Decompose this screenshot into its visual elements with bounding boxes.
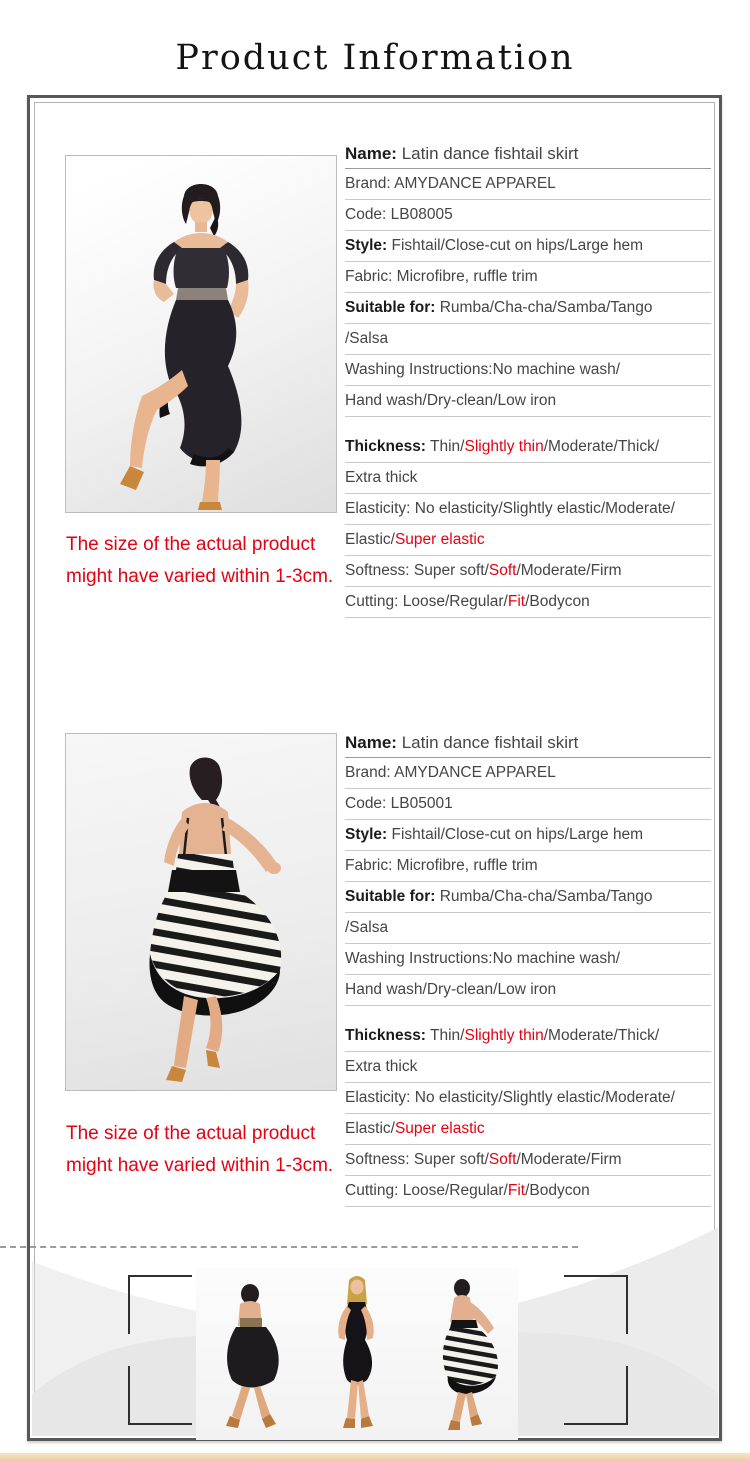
spec-segment: Super elastic bbox=[394, 1120, 485, 1137]
spec-row bbox=[345, 1145, 711, 1176]
spec-segment: /Salsa bbox=[345, 330, 389, 347]
dancer-front-illustration bbox=[66, 156, 336, 512]
footer-accent-band bbox=[0, 1453, 750, 1462]
corner-bracket-right bbox=[564, 1275, 626, 1425]
note-line: might have varied within 1-3cm. bbox=[66, 1154, 334, 1176]
spec-row bbox=[345, 386, 711, 417]
spec-segment: Code: LB08005 bbox=[345, 206, 453, 223]
thumbnail-strip bbox=[196, 1268, 518, 1440]
thumbnail-photo-1 bbox=[196, 1268, 303, 1440]
spec-row bbox=[345, 432, 711, 463]
spec-segment: Super elastic bbox=[394, 531, 485, 548]
spec-segment: Soft bbox=[488, 1151, 517, 1168]
spec-segment: Thin/ bbox=[425, 1027, 465, 1044]
spec-segment: /Moderate/Firm bbox=[516, 562, 622, 579]
size-disclaimer-note bbox=[66, 1118, 346, 1181]
bracket-top-left bbox=[128, 1275, 192, 1334]
spec-row bbox=[345, 1176, 711, 1207]
page-title: Product Information bbox=[175, 38, 575, 78]
spec-segment: Rumba/Cha-cha/Samba/Tango bbox=[435, 299, 653, 316]
spec-row bbox=[345, 556, 711, 587]
spec-segment: Latin dance fishtail skirt bbox=[396, 144, 579, 163]
spec-row bbox=[345, 463, 711, 494]
spec-row bbox=[345, 1052, 711, 1083]
spec-row bbox=[345, 525, 711, 556]
spec-row bbox=[345, 200, 711, 231]
spec-row bbox=[345, 169, 711, 200]
spec-segment: /Moderate/Firm bbox=[516, 1151, 622, 1168]
spec-segment: Fabric: Microfibre, ruffle trim bbox=[345, 268, 538, 285]
spec-row bbox=[345, 231, 711, 262]
spec-segment: Cutting: Loose/Regular/ bbox=[345, 1182, 508, 1199]
spec-segment: Brand: AMYDANCE APPAREL bbox=[345, 764, 556, 781]
spec-spacer-row bbox=[345, 1006, 711, 1021]
thumbnail-photo-3 bbox=[410, 1268, 517, 1440]
spec-row bbox=[345, 139, 711, 169]
spec-segment: Thin/ bbox=[425, 438, 465, 455]
spec-segment: Slightly thin bbox=[464, 1027, 544, 1044]
spec-segment: Name: bbox=[345, 733, 397, 752]
spec-row bbox=[345, 913, 711, 944]
spec-segment: Elasticity: No elasticity/Slightly elastic/Moderate/ bbox=[345, 1089, 675, 1106]
spec-row bbox=[345, 851, 711, 882]
spec-segment: Hand wash/Dry-clean/Low iron bbox=[345, 392, 557, 409]
spec-segment: Softness: Super soft/ bbox=[345, 562, 489, 579]
thumbnail-photo-2 bbox=[303, 1268, 410, 1440]
spec-row bbox=[345, 944, 711, 975]
spec-segment: Fit bbox=[507, 1182, 526, 1199]
spec-segment: Soft bbox=[488, 562, 517, 579]
spec-segment: /Moderate/Thick/ bbox=[543, 438, 660, 455]
spec-segment: Fishtail/Close-cut on hips/Large hem bbox=[387, 237, 644, 254]
spec-segment: /Salsa bbox=[345, 919, 389, 936]
spec-table-product-1 bbox=[345, 139, 711, 618]
spec-segment: Brand: AMYDANCE APPAREL bbox=[345, 175, 556, 192]
spec-row bbox=[345, 293, 711, 324]
spec-segment: Name: bbox=[345, 144, 397, 163]
spec-segment: Cutting: Loose/Regular/ bbox=[345, 593, 508, 610]
spec-segment: Washing Instructions:No machine wash/ bbox=[345, 361, 621, 378]
bracket-bottom-right bbox=[564, 1366, 628, 1425]
spec-row bbox=[345, 587, 711, 618]
spec-row bbox=[345, 355, 711, 386]
spec-segment: Elasticity: No elasticity/Slightly elastic/Moderate/ bbox=[345, 500, 675, 517]
product-photo-front-lace-dress bbox=[65, 155, 337, 513]
spec-segment: Rumba/Cha-cha/Samba/Tango bbox=[435, 888, 653, 905]
spec-segment: Thickness: bbox=[345, 1027, 426, 1044]
spec-segment: Washing Instructions:No machine wash/ bbox=[345, 950, 621, 967]
spec-table-product-2 bbox=[345, 728, 711, 1207]
spec-row bbox=[345, 1114, 711, 1145]
spec-segment: Style: bbox=[345, 826, 388, 843]
spec-segment: Fit bbox=[507, 593, 526, 610]
size-disclaimer-note bbox=[66, 529, 346, 592]
note-line: The size of the actual product bbox=[66, 534, 316, 555]
spec-segment: Code: LB05001 bbox=[345, 795, 453, 812]
spec-segment: Suitable for: bbox=[345, 888, 436, 905]
spec-segment: /Bodycon bbox=[525, 593, 590, 610]
spec-segment: Thickness: bbox=[345, 438, 426, 455]
product-photo-back-zebra-skirt bbox=[65, 733, 337, 1091]
note-line: The size of the actual product bbox=[66, 1123, 316, 1144]
dashed-separator bbox=[0, 1246, 578, 1248]
spec-segment: Elastic/ bbox=[345, 531, 395, 548]
spec-segment: Extra thick bbox=[345, 1058, 418, 1075]
spec-segment: Slightly thin bbox=[464, 438, 544, 455]
corner-bracket-left bbox=[128, 1275, 190, 1425]
spec-row bbox=[345, 975, 711, 1006]
spec-segment: Extra thick bbox=[345, 469, 418, 486]
spec-spacer-row bbox=[345, 417, 711, 432]
bracket-bottom-left bbox=[128, 1366, 192, 1425]
spec-segment: Softness: Super soft/ bbox=[345, 1151, 489, 1168]
bracket-top-right bbox=[564, 1275, 628, 1334]
spec-row bbox=[345, 789, 711, 820]
spec-segment: Latin dance fishtail skirt bbox=[396, 733, 579, 752]
spec-row bbox=[345, 1083, 711, 1114]
spec-row bbox=[345, 758, 711, 789]
spec-segment: Style: bbox=[345, 237, 388, 254]
spec-segment: Fabric: Microfibre, ruffle trim bbox=[345, 857, 538, 874]
note-line: might have varied within 1-3cm. bbox=[66, 565, 334, 587]
spec-segment: /Bodycon bbox=[525, 1182, 590, 1199]
dancer-back-illustration bbox=[66, 734, 336, 1090]
spec-row bbox=[345, 324, 711, 355]
spec-row bbox=[345, 882, 711, 913]
spec-row bbox=[345, 728, 711, 758]
spec-segment: Fishtail/Close-cut on hips/Large hem bbox=[387, 826, 644, 843]
spec-segment: Suitable for: bbox=[345, 299, 436, 316]
spec-row bbox=[345, 820, 711, 851]
spec-row bbox=[345, 262, 711, 293]
spec-segment: Elastic/ bbox=[345, 1120, 395, 1137]
spec-row bbox=[345, 494, 711, 525]
spec-segment: Hand wash/Dry-clean/Low iron bbox=[345, 981, 557, 998]
spec-segment: /Moderate/Thick/ bbox=[543, 1027, 660, 1044]
spec-row bbox=[345, 1021, 711, 1052]
